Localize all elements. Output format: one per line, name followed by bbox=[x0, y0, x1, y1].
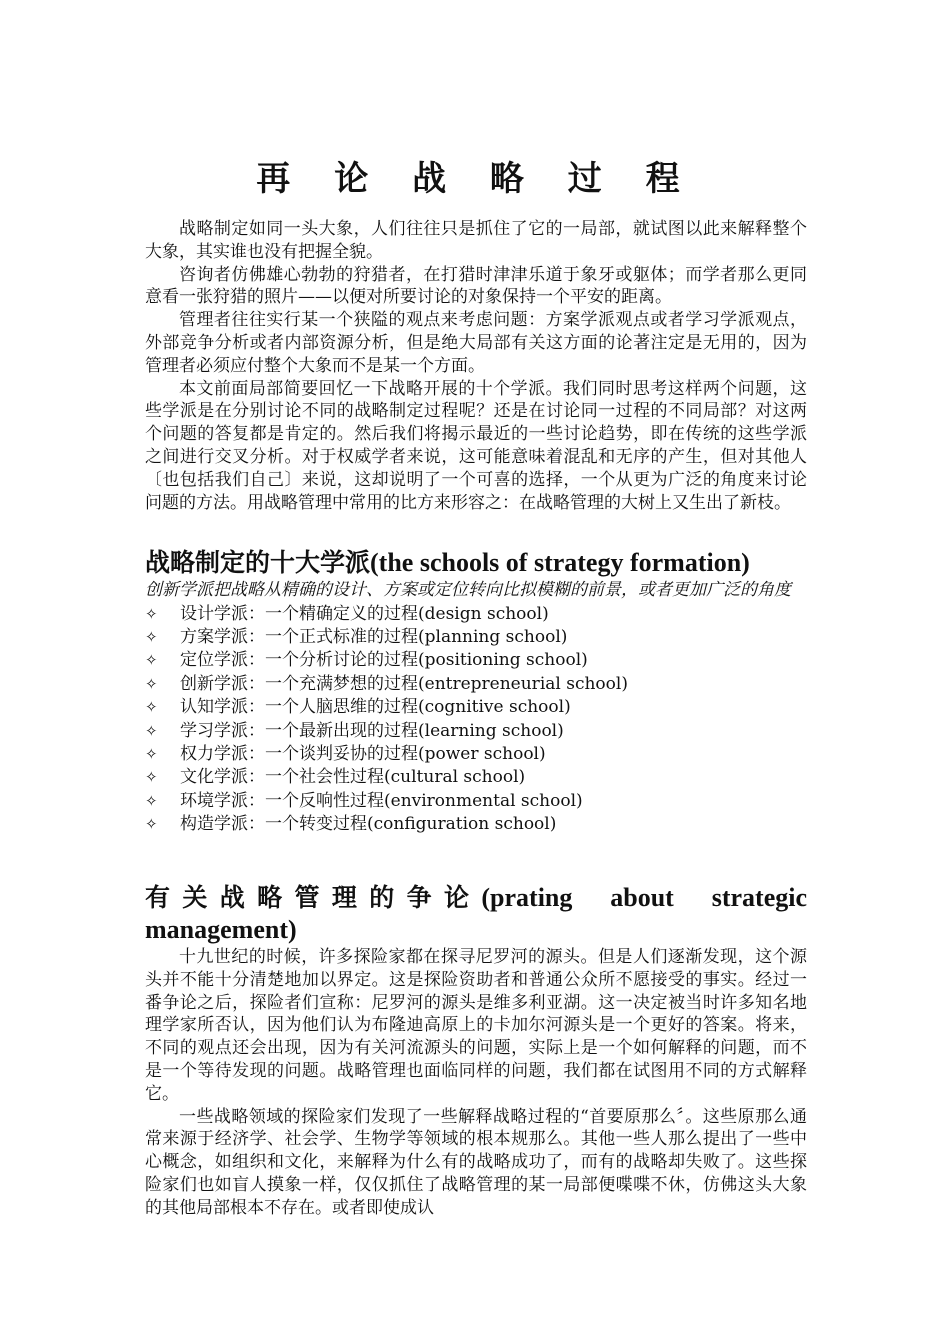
debate-heading-cn: 有关战略管理的争论 bbox=[145, 883, 482, 912]
debate-heading bbox=[145, 882, 807, 946]
diamond-bullet-icon: ✧ bbox=[145, 627, 158, 646]
school-label: 方案学派：一个正式标准的过程(planning school) bbox=[180, 626, 568, 647]
list-item bbox=[145, 626, 807, 649]
diamond-bullet-icon: ✧ bbox=[145, 721, 158, 740]
diamond-bullet-icon: ✧ bbox=[145, 651, 158, 670]
debate-section bbox=[145, 882, 807, 1220]
intro-paragraph-2: 咨询者仿佛雄心勃勃的狩猎者，在打猎时津津乐道于象牙或躯体；而学者那么更同意看一张狩猎的照片——以便对所要讨论的对象保持一个平安的距离。 bbox=[145, 264, 807, 308]
school-label: 创新学派：一个充满梦想的过程(entrepreneurial school) bbox=[180, 673, 628, 694]
debate-paragraph-1: 十九世纪的时候，许多探险家都在探寻尼罗河的源头。但是人们逐渐发现，这个源头并不能十分清楚地加以界定。这是探险资助者和普通公众所不愿接受的事实。经过一番争论之后，探险者们宣称：尼罗河的源头是维多利亚湖。这一决定被当时许多知名地理学家所否认，因为他们认为布隆迪高原上的卡加尔河源头是一个更好的答案。将来，不同的观点还会出现，因为有关河流源头的问题，实际上是一个如何解释的问题，而不是一个等待发现的问题。战略管理也面临同样的问题，我们都在试图用不同的方式解释它。 bbox=[145, 947, 807, 1104]
school-label: 环境学派：一个反响性过程(environmental school) bbox=[180, 790, 583, 811]
diamond-bullet-icon: ✧ bbox=[145, 674, 158, 693]
schools-heading bbox=[145, 547, 807, 579]
list-item bbox=[145, 603, 807, 626]
diamond-bullet-icon: ✧ bbox=[145, 604, 158, 623]
list-item bbox=[145, 743, 807, 766]
schools-section bbox=[145, 547, 807, 837]
list-item bbox=[145, 720, 807, 743]
debate-paragraph-2: 一些战略领域的探险家们发现了一些解释战略过程的“首要原那么〞。这些原那么通常来源于经济学、社会学、生物学等领域的根本规那么。其他一些人那么提出了一些中心概念，如组织和文化，来解释为什么有的战略成功了，而有的战略却失败了。这些探险家们也如盲人摸象一样，仅仅抓住了战略管理的某一局部便喋喋不休，仿佛这头大象的其他局部根本不存在。或者即使成认 bbox=[145, 1106, 807, 1218]
list-item bbox=[145, 649, 807, 672]
list-item bbox=[145, 813, 807, 836]
schools-list bbox=[145, 603, 807, 837]
schools-heading-en: (the schools of strategy formation) bbox=[370, 548, 750, 577]
document-title: 再 论 战 略 过 程 bbox=[256, 159, 696, 199]
school-label: 文化学派：一个社会性过程(cultural school) bbox=[180, 767, 526, 788]
diamond-bullet-icon: ✧ bbox=[145, 791, 158, 810]
intro-section bbox=[145, 218, 807, 514]
school-label: 构造学派：一个转变过程(configuration school) bbox=[180, 814, 557, 835]
diamond-bullet-icon: ✧ bbox=[145, 815, 158, 834]
debate-heading-en: (prating about strategic management) bbox=[145, 883, 807, 944]
diamond-bullet-icon: ✧ bbox=[145, 698, 158, 717]
intro-paragraph-1: 战略制定如同一头大象，人们往往只是抓住了它的一局部，就试图以此来解释整个大象，其实谁也没有把握全貌。 bbox=[145, 219, 807, 262]
intro-paragraph-3: 管理者往往实行某一个狭隘的观点来考虑问题：方案学派观点或者学习学派观点，外部竞争分析或者内部资源分析，但是绝大局部有关这方面的论著注定是无用的，因为管理者必须应付整个大象而不是某一个方面。 bbox=[145, 310, 807, 376]
school-label: 认知学派：一个人脑思维的过程(cognitive school) bbox=[180, 697, 571, 718]
diamond-bullet-icon: ✧ bbox=[145, 768, 158, 787]
schools-subtitle: 创新学派把战略从精确的设计、方案或定位转向比拟模糊的前景，或者更加广泛的角度 bbox=[145, 580, 791, 600]
school-label: 定位学派：一个分析讨论的过程(positioning school) bbox=[180, 650, 588, 671]
diamond-bullet-icon: ✧ bbox=[145, 744, 158, 763]
school-label: 学习学派：一个最新出现的过程(learning school) bbox=[180, 720, 564, 741]
schools-heading-cn: 战略制定的十大学派 bbox=[145, 548, 371, 577]
intro-paragraph-4: 本文前面局部简要回忆一下战略开展的十个学派。我们同时思考这样两个问题，这些学派是在分别讨论不同的战略制定过程呢？还是在讨论同一过程的不同局部？对这两个问题的答复都是肯定的。然后我们将揭示最近的一些讨论趋势，即在传统的这些学派之间进行交叉分析。对于权威学者来说，这可能意味着混乱和无序的产生，但对其他人〔也包括我们自己〕来说，这却说明了一个可喜的选择，一个从更为广泛的角度来讨论问题的方法。用战略管理中常用的比方来形容之：在战略管理的大树上又生出了新枝。 bbox=[145, 378, 807, 513]
school-label: 权力学派：一个谈判妥协的过程(power school) bbox=[180, 743, 546, 764]
list-item bbox=[145, 766, 807, 789]
school-label: 设计学派：一个精确定义的过程(design school) bbox=[180, 603, 549, 624]
list-item bbox=[145, 696, 807, 719]
list-item bbox=[145, 790, 807, 813]
list-item bbox=[145, 673, 807, 696]
